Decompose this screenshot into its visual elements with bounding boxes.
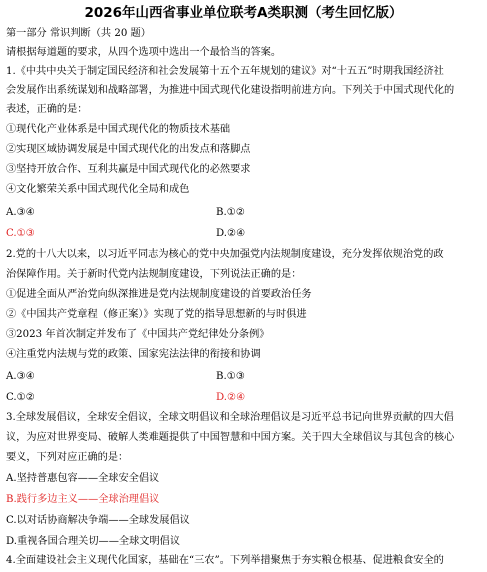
q3-option-c: C.以对话协商解决争端——全球发展倡议 — [6, 515, 190, 526]
q1-option-d: D.②④ — [216, 228, 246, 239]
instructions: 请根据每道题的要求，从四个选项中选出一个最恰当的答案。 — [6, 47, 282, 58]
q1-option-c-answer: C.①③ — [6, 228, 35, 239]
q2-stem-line-2: 治保障作用。关于新时代党内法规制度建设，下列说法正确的是： — [6, 269, 302, 280]
q1-statement-2: ②实现区域协调发展是中国式现代化的出发点和落脚点 — [6, 144, 251, 155]
page-title: 2026年山西省事业单位联考A类职测（考生回忆版） — [84, 5, 403, 21]
q2-option-c: C.①② — [6, 392, 35, 403]
q2-option-d-answer: D.②④ — [216, 392, 246, 403]
q3-stem-line-3: 要义，下列对应正确的是： — [6, 452, 129, 463]
q1-statement-1: ①现代化产业体系是中国式现代化的物质技术基础 — [6, 124, 231, 135]
q2-statement-2: ②《中国共产党章程（修正案）》实现了党的指导思想新的与时俱进 — [6, 309, 307, 320]
q2-statement-3: ③2023 年首次制定并发布了《中国共产党纪律处分条例》 — [6, 329, 270, 340]
q4-stem-line-1: 4.全面建设社会主义现代化国家，基础在“三农”。下列举措聚焦于夯实粮仓根基、促进粮食安全的 — [6, 555, 444, 566]
q1-statement-4: ④文化繁荣关系中国式现代化全局和成色 — [6, 184, 190, 195]
q1-option-a: A.③④ — [6, 207, 35, 218]
q1-statement-3: ③坚持开放合作、互利共赢是中国式现代化的必然要求 — [6, 164, 251, 175]
part-heading: 第一部分 常识判断（共 20 题） — [6, 28, 151, 39]
q3-option-b-answer: B.践行多边主义——全球治理倡议 — [6, 494, 160, 505]
q1-stem-line-1: 1.《中共中央关于制定国民经济和社会发展第十五个五年规划的建议》对“十五五”时期我国经济社 — [6, 66, 444, 77]
q3-option-d: D.重视各国合理关切——全球文明倡议 — [6, 536, 181, 547]
q2-statement-4: ④注重党内法规与党的政策、国家宪法法律的衔接和协调 — [6, 349, 261, 360]
q2-statement-1: ①促进全面从严治党向纵深推进是党内法规制度建设的首要政治任务 — [6, 289, 312, 300]
q3-option-a: A.坚持普惠包容——全球安全倡议 — [6, 473, 160, 484]
q3-stem-line-1: 3.全球发展倡议，全球安全倡议，全球文明倡议和全球治理倡议是习近平总书记向世界贡献的四大倡 — [6, 412, 454, 423]
q1-stem-line-2: 会发展作出系统谋划和战略部署，为推进中国式现代化建设指明前进方向。下列关于中国式现代化的 — [6, 85, 455, 96]
q2-stem-line-1: 2.党的十八大以来，以习近平同志为核心的党中央加强党内法规制度建设，充分发挥依规治党的政 — [6, 249, 444, 260]
q2-option-a: A.③④ — [6, 371, 35, 382]
q1-option-b: B.①② — [216, 207, 245, 218]
q2-option-b: B.①③ — [216, 371, 245, 382]
q3-stem-line-2: 议，为应对世界变局、破解人类难题提供了中国智慧和中国方案。关于四大全球倡议与其包含的核心 — [6, 432, 455, 443]
q1-stem-line-3: 表述，正确的是： — [6, 104, 88, 115]
